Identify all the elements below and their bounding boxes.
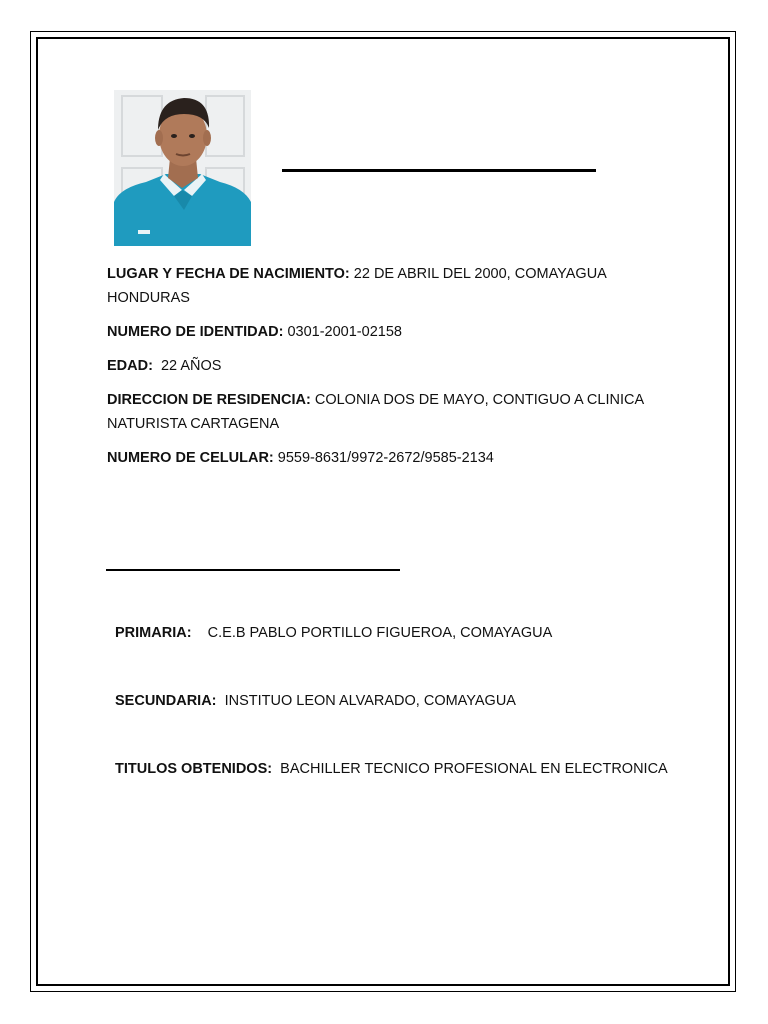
id-value: 0301-2001-02158 xyxy=(287,324,402,340)
titles-label: TITULOS OBTENIDOS: xyxy=(115,761,273,777)
titles-row xyxy=(115,758,715,780)
primary-row xyxy=(115,622,715,644)
titles-value: BACHILLER TECNICO PROFESIONAL EN ELECTRONICA xyxy=(280,761,668,777)
age-row xyxy=(107,354,667,378)
age-value: 22 AÑOS xyxy=(160,358,222,374)
birth-label: LUGAR Y FECHA DE NACIMIENTO: xyxy=(107,266,350,282)
phone-label: NUMERO DE CELULAR: xyxy=(107,450,274,466)
secondary-row xyxy=(115,690,715,712)
section-underline xyxy=(106,569,400,571)
phone-row xyxy=(107,446,667,470)
id-row xyxy=(107,320,667,344)
address-value: COLONIA DOS DE MAYO, CONTIGUO A CLINICA NATURISTA CARTAGENA xyxy=(107,392,644,432)
primary-label: PRIMARIA: xyxy=(115,625,192,641)
primary-value: C.E.B PABLO PORTILLO FIGUEROA, COMAYAGUA xyxy=(207,625,553,641)
birth-value: 22 DE ABRIL DEL 2000, COMAYAGUA HONDURAS xyxy=(107,266,607,306)
id-label: NUMERO DE IDENTIDAD: xyxy=(107,324,284,340)
address-row xyxy=(107,388,667,436)
address-label: DIRECCION DE RESIDENCIA: xyxy=(107,392,311,408)
secondary-value: INSTITUO LEON ALVARADO, COMAYAGUA xyxy=(224,693,516,709)
birth-row xyxy=(107,262,667,310)
secondary-label: SECUNDARIA: xyxy=(115,693,217,709)
name-underline xyxy=(282,169,596,172)
age-label: EDAD: xyxy=(107,358,153,374)
profile-photo xyxy=(114,90,251,246)
phone-value: 9559-8631/9972-2672/9585-2134 xyxy=(277,450,494,466)
